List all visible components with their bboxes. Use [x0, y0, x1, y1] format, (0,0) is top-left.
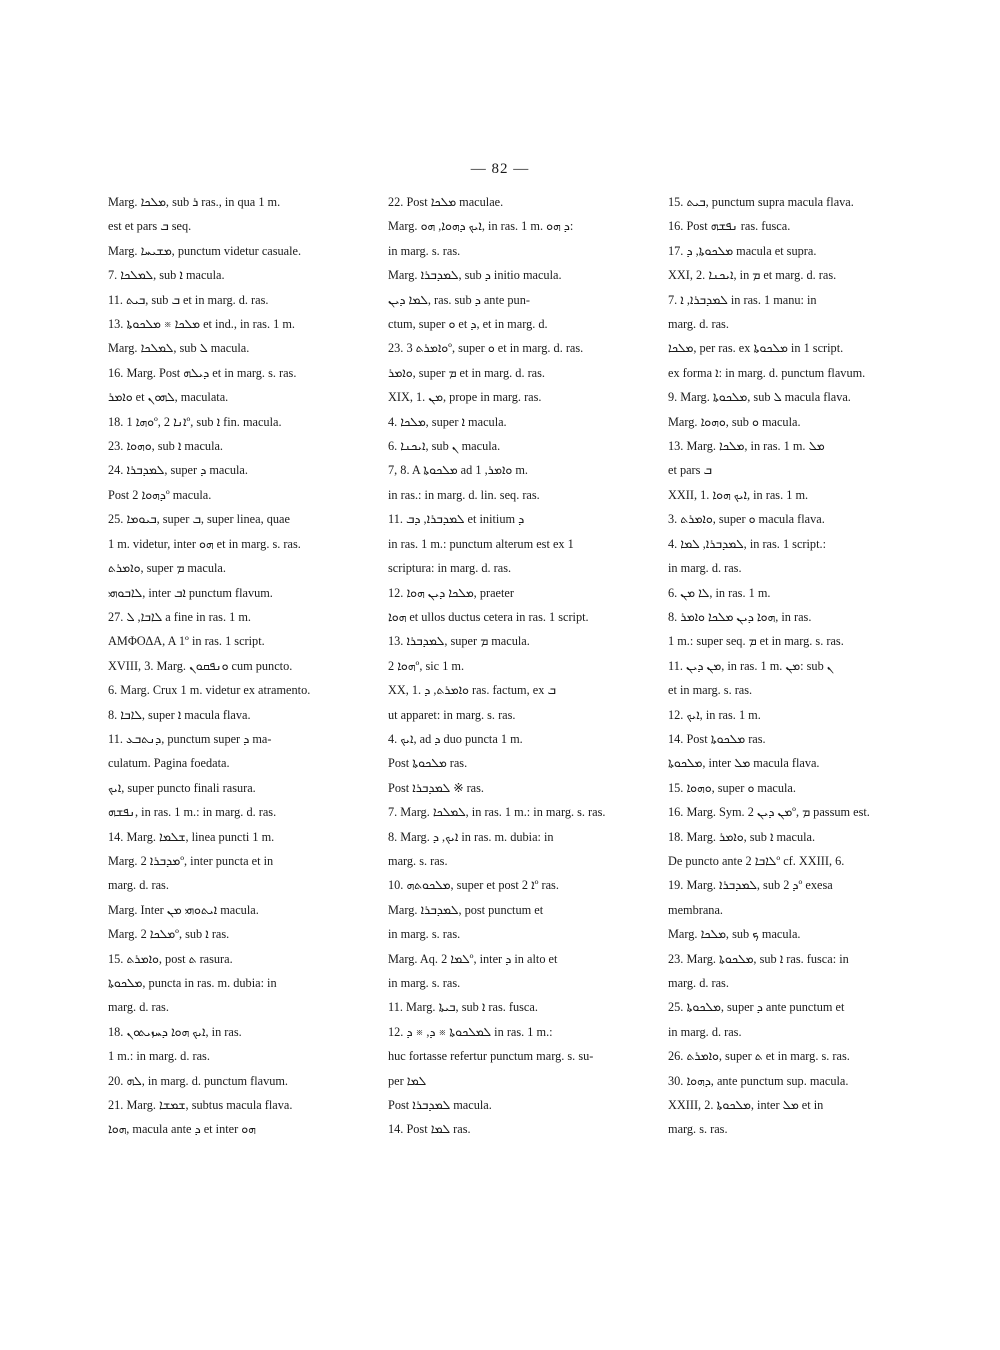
text-line: Post ܡܠܟܘܬܐ ras.: [388, 756, 468, 771]
text-line: et in marg. s. ras.: [668, 683, 753, 698]
text-line: 15. ܒܝܬ, punctum supra macula flava.: [668, 195, 854, 209]
text-line: ܘܐܡܪ, super ܡ et in marg. d. ras.: [388, 365, 546, 380]
column-right: [668, 190, 922, 1142]
text-line: 12. ܡܠܟܐ ܕܝܢ ܗܘܐ, praeter: [388, 585, 514, 600]
text-line: Marg. ܠܡܕܒܪܐ, post punctum et: [388, 902, 544, 917]
text-line: XX, 1. ܘܐܡܪܬ, ܕ ras. factum, ex ܒ: [388, 683, 556, 698]
text-line: 19. Marg. ܠܡܕܒܪܐ, sub ܕ 2º exesa: [668, 878, 833, 893]
text-line: 1 m.: in marg. d. ras.: [108, 1049, 210, 1064]
text-line: 16. Post ܢܦܫܗ ras. fusca.: [668, 219, 791, 234]
text-line: 11. ܠܡܕܒܪܐ, ܕܒ et initium ܕ: [388, 512, 525, 527]
text-line: 14. Post ܠܡܐ ras.: [388, 1122, 471, 1137]
text-line: 7, 8. A ܡܠܟܘܬܐ ad ܘܐܡܪ, 1 m.: [388, 463, 529, 478]
text-line: huc fortasse refertur punctum marg. s. su-: [388, 1049, 594, 1064]
text-line: marg. d. ras.: [668, 976, 729, 990]
text-line: Marg. ܡܠܟܐ, sub ܟ macula.: [668, 927, 801, 942]
text-line: Post ܠܡܕܒܪܐ macula.: [388, 1098, 492, 1113]
text-line: 6. ܐܝܟܢܐ, sub ܢ macula.: [388, 439, 501, 454]
text-line: 4. ܡܠܟܐ, super ܐ macula.: [388, 414, 507, 429]
text-line: Marg. ܘܗܘܐ, sub ܘ macula.: [668, 414, 801, 429]
text-line: 16. Marg. Post ܕܝܠܗ et in marg. s. ras.: [108, 365, 297, 380]
text-line: 8. Marg. ܐܝܟ, ܕ in ras. m. dubia: in: [388, 829, 554, 844]
text-line: et pars ܒ: [668, 463, 712, 478]
text-line: Marg. ܠܡܠܟܐ, sub ܠ macula.: [108, 341, 250, 356]
text-line: in marg. s. ras.: [388, 243, 461, 258]
text-line: 4. ܠܡܕܒܪܐ, ܠܡܐ, in ras. 1 script.:: [668, 536, 826, 551]
text-line: ܡܠܟܐ, per ras. ex ܡܠܟܘܬܐ in 1 script.: [668, 341, 844, 356]
text-line: Marg. ܠܡܕܒܪܐ, sub ܕ initio macula.: [388, 268, 562, 283]
text-line: 6. Marg. Crux 1 m. videtur ex atramento.: [108, 683, 311, 698]
text-line: 13. ܡܠܟܐ ※ ܡܠܟܘܬܐ et ind., in ras. 1 m.: [108, 317, 295, 332]
text-line: 15. ܘܐܡܪܬ, post ܬ rasura.: [108, 951, 233, 966]
text-line: marg. d. ras.: [108, 1000, 169, 1015]
text-line: in ras.: in marg. d. lin. seq. ras.: [388, 487, 540, 502]
text-line: 11. Marg. ܒܝܬܐ, sub ܐ ras. fusca.: [388, 1000, 538, 1015]
text-line: ܡܠܟܘܬܐ, inter ܡܠ macula flava.: [668, 756, 820, 771]
text-line: 7. Marg. ܠܡܠܟܐ, in ras. 1 m.: in marg. s. ras.: [388, 805, 606, 820]
text-line: ܗܘܐ, macula ante ܕ et inter ܗܘ: [108, 1122, 256, 1137]
page-number: — 82 —: [470, 161, 530, 177]
text-line: ut apparet: in marg. s. ras.: [388, 707, 516, 722]
text-line: XXI, 2. ܐܝܟܢܐ, in ܡ et marg. d. ras.: [668, 268, 837, 283]
text-line: in ras. 1 m.: punctum alterum est ex 1: [388, 536, 574, 551]
text-line: Marg. Inter ܐܝܬܘܗܝ ܡܢ macula.: [108, 902, 259, 917]
text-line: per ܠܡܐ: [388, 1073, 427, 1088]
text-line: 24. ܠܡܕܒܪܐ, super ܕ macula.: [108, 463, 248, 478]
text-line: XXII, 1. ܐܝܟ ܗܘܐ, in ras. 1 m.: [668, 487, 809, 502]
text-line: 18. ܐܝܟ ܗܘܐ ܕܚܙܝܬܘܢ, in ras.: [108, 1024, 242, 1039]
text-line: 21. Marg. ܫܡܫܐ, subtus macula flava.: [108, 1098, 293, 1113]
text-line: ܢܦܫܗ, in ras. 1 m.: in marg. d. ras.: [108, 805, 277, 820]
text-line: 3. ܘܐܡܪܬ, super ܘ macula flava.: [668, 512, 825, 527]
text-line: 14. Marg. ܫܠܡܐ, linea puncti 1 m.: [108, 829, 275, 844]
text-line: ΑΜΦΟΔΑ, Α 1º in ras. 1 script.: [108, 634, 265, 649]
text-line: 11. ܡܢ ܕܝܢ, in ras. 1 m. ܡܢ: sub ܢ: [668, 658, 834, 673]
text-line: ܘܐܡܪܬ, super ܡ macula.: [108, 561, 226, 576]
text-line: 13. ܠܡܕܒܪܐ, super ܡ macula.: [388, 634, 530, 649]
text-line: 8. ܗܘܐ ܕܝܢ ܡܠܟܐ ܘܐܡܪ, in ras.: [668, 609, 812, 624]
text-line: 1 m. videtur, inter ܗܘ et in marg. s. ras.: [108, 536, 301, 551]
text-line: 25. ܡܠܟܘܬܐ, super ܕ ante punctum et: [668, 1000, 845, 1015]
text-line: marg. d. ras.: [668, 317, 729, 332]
text-line: est et pars ܒ seq.: [108, 219, 192, 234]
text-line: XIX, 1. ܡܢ, prope in marg. ras.: [388, 390, 542, 405]
text-line: marg. s. ras.: [388, 853, 448, 868]
text-line: De puncto ante ܠܐܒܐ 2º cf. XXIII, 6.: [668, 853, 845, 868]
text-line: 23. ܘܗܘܐ, sub ܐ macula.: [108, 439, 224, 454]
text-line: scriptura: in marg. d. ras.: [388, 561, 512, 576]
text-line: in marg. d. ras.: [668, 1024, 742, 1039]
text-line: in marg. s. ras.: [388, 927, 461, 942]
text-line: membrana.: [668, 902, 723, 917]
text-line: 1 m.: super seq. ܡ et in marg. s. ras.: [668, 634, 844, 649]
text-line: 18. ܘܗܐ 1º, ܐܢܐ 2º, sub ܐ fin. macula.: [108, 414, 282, 429]
text-line: ܗܘܐ 2º, sic 1 m.: [388, 658, 465, 673]
text-line: ex forma ܐ: in marg. d. punctum flavum.: [668, 365, 866, 380]
text-line: 23. ܘܐܡܪܬ 3º, super ܘ et in marg. d. ras.: [388, 341, 584, 356]
text-line: XXIII, 2. ܡܠܟܘܬܐ, inter ܡܠ et in: [668, 1098, 824, 1113]
text-line: 17. ܡܠܟܘܬܐ, ܕ macula et supra.: [668, 243, 817, 258]
column-middle: [388, 190, 642, 1142]
text-line: 27. ܠܐܒܐ, ܠ a fine in ras. 1 m.: [108, 609, 251, 624]
text-line: Marg. ܡܫܝܚܐ, punctum videtur casuale.: [108, 243, 302, 258]
text-line: 10. ܡܠܟܘܬܗ, super et post ܐ 2º ras.: [388, 878, 559, 893]
text-line: Marg. Aq. ܠܡܐ 2º, inter ܕ in alto et: [388, 951, 558, 966]
text-line: ܠܐܒܘܗܝ, inter ܐܒ punctum flavum.: [108, 585, 273, 600]
text-line: 30. ܕܗܘܐ, ante punctum sup. macula.: [668, 1073, 849, 1088]
text-line: 11. ܒܝܬ, sub ܒ et in marg. d. ras.: [108, 292, 269, 307]
column-left: [108, 190, 362, 1142]
text-line: 14. Post ܡܠܟܘܬܐ ras.: [668, 731, 766, 746]
text-line: 16. Marg. Sym. ܡܢ ܕܝܢ 2º, ܡ passum est.: [668, 805, 870, 820]
text-line: 9. Marg. ܡܠܟܘܬܐ, sub ܠ macula flava.: [668, 390, 851, 405]
text-line: in marg. d. ras.: [668, 561, 742, 576]
text-line: 12. ܠܡܠܟܘܬܐ ※ ܕ, ※ ܕ in ras. 1 m.:: [388, 1024, 553, 1039]
text-line: culatum. Pagina foedata.: [108, 756, 230, 771]
text-line: 25. ܒܝܘܡܐ, super ܒ, super linea, quae: [108, 512, 290, 527]
text-line: marg. d. ras.: [108, 878, 169, 893]
text-line: 18. Marg. ܘܐܡܪ, sub ܐ macula.: [668, 829, 816, 844]
text-line: 20. ܠܗ, in marg. d. punctum flavum.: [108, 1073, 289, 1088]
text-line: Marg. ܡܠܟܐ 2º, sub ܐ ras.: [108, 927, 230, 942]
text-line: Post ܕܗܘܐ 2º macula.: [108, 487, 212, 502]
text-line: Marg. ܡܕܒܪܐ 2º, inter puncta et in: [108, 853, 274, 868]
text-line: Marg. ܐܝܟ ܕܗܘܐ, ܗܘ, in ras. 1 m. ܕ ܗܘ:: [388, 219, 574, 234]
text-line: 8. ܠܐܒܐ, super ܐ macula flava.: [108, 707, 251, 722]
text-line: marg. s. ras.: [668, 1122, 728, 1137]
text-line: in marg. s. ras.: [388, 976, 461, 990]
text-line: 11. ܕܢܬܒܥ, punctum super ܕ ma-: [108, 731, 272, 746]
text-line: 6. ܠܐ ܡܢ, in ras. 1 m.: [668, 585, 771, 600]
text-line: 23. Marg. ܡܠܟܘܬܐ, sub ܐ ras. fusca: in: [668, 951, 849, 966]
text-line: ܡܠܟܘܬܐ, puncta in ras. m. dubia: in: [108, 976, 277, 990]
text-line: ܠܡܐ ܕܝܢ, ras. sub ܕ ante pun-: [388, 292, 530, 307]
text-line: 12. ܐܝܟ, in ras. 1 m.: [668, 707, 761, 722]
text-line: Marg. ܡܠܟܐ, sub ܪ ras., in qua 1 m.: [108, 195, 281, 209]
text-line: 15. ܘܗܘܐ, super ܘ macula.: [668, 780, 796, 795]
text-line: 26. ܘܐܡܪܬ, super ܬ et in marg. s. ras.: [668, 1049, 850, 1064]
text-line: 22. Post ܡܠܟܐ maculae.: [388, 195, 504, 209]
text-line: 13. Marg. ܡܠܟܐ, in ras. 1 m. ܡܠ: [668, 439, 825, 454]
text-line: ܗܘܐ et ullos ductus cetera in ras. 1 script.: [388, 609, 589, 624]
text-line: 4. ܐܝܟ, ad ܕ duo puncta 1 m.: [388, 731, 523, 746]
text-line: 7. ܠܡܠܟܐ, sub ܐ macula.: [108, 268, 225, 283]
text-line: 7. ܠܡܕܒܪܐ, ܐ in ras. 1 manu: in: [668, 292, 817, 307]
text-line: Post ܠܡܕܒܪܐ ※ ras.: [388, 780, 485, 795]
text-line: XVIII, 3. Marg. ܘܢܦܩܘܢ cum puncto.: [108, 658, 293, 673]
text-line: ܘܐܡܪ et ܠܗܘܢ, maculata.: [108, 390, 229, 405]
text-line: ctum, super ܘ et ܕ, et in marg. d.: [388, 317, 548, 332]
text-line: ܐܝܟ, super puncto finali rasura.: [108, 780, 256, 795]
